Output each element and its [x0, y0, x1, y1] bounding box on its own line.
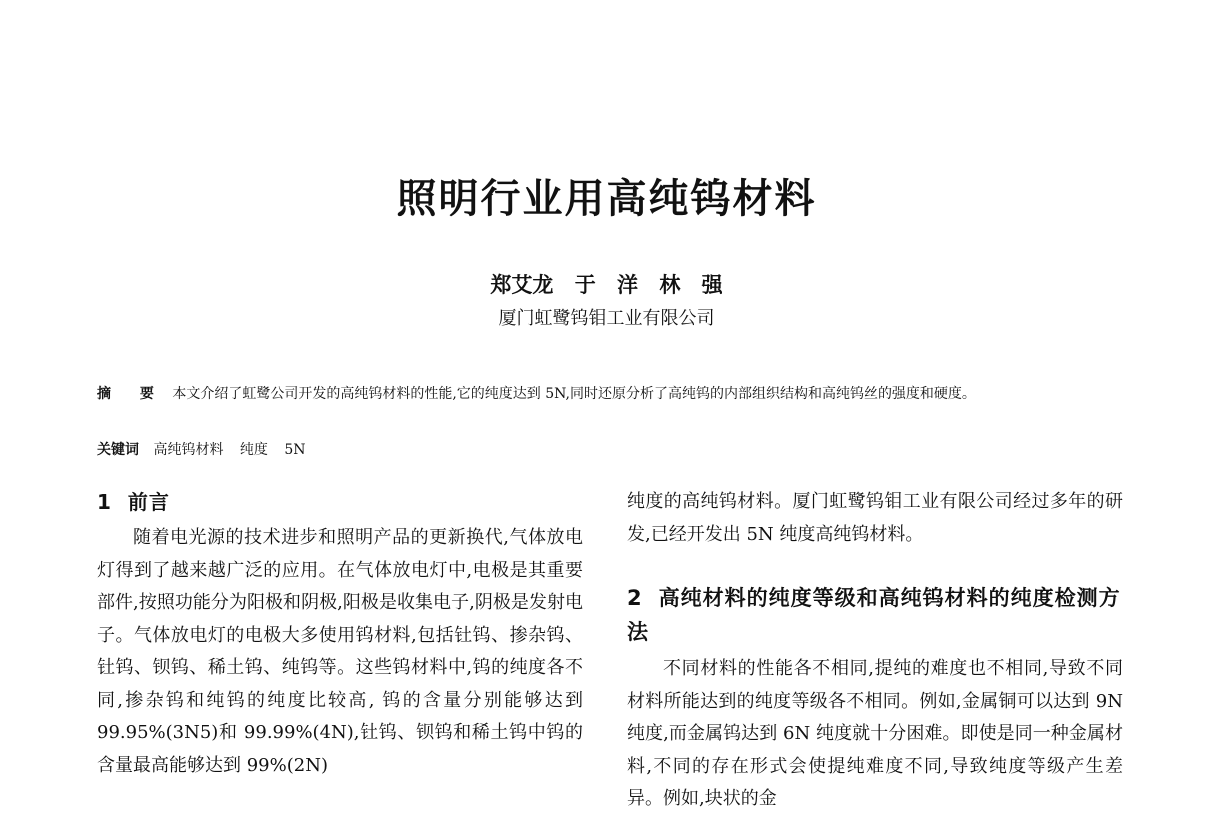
section-heading	[627, 581, 1123, 649]
author-name: 于 洋	[574, 273, 638, 297]
section-number: 1	[97, 490, 112, 514]
section-number: 2	[627, 586, 643, 610]
keyword: 纯度	[239, 442, 268, 458]
author-name: 林 强	[659, 273, 723, 297]
left-column	[97, 486, 583, 782]
keyword: 5N	[284, 442, 306, 458]
abstract	[97, 382, 1123, 406]
section-paragraph: 不同材料的性能各不相同,提纯的难度也不相同,导致不同材料所能达到的纯度等级各不相同。例如,金属铜可以达到 9N 纯度,而金属钨达到 6N 纯度就十分困难。即使是同一种金属材料,不同的存在形式会使提纯难度不同,导致纯度等级产生差异。例如,块状的金	[627, 658, 1123, 809]
section-paragraph: 随着电光源的技术进步和照明产品的更新换代,气体放电灯得到了越来越广泛的应用。在气体放电灯中,电极是其重要部件,按照功能分为阳极和阴极,阳极是收集电子,阴极是发射电子。气体放电灯的电极大多使用钨材料,包括钍钨、掺杂钨、钍钨、钡钨、稀土钨、纯钨等。这些钨材料中,钨的纯度各不同,掺杂钨和纯钨的纯度比较高, 钨的含量分别能够达到 99.95%(3N5)和 99.99%(4N),钍钨、钡钨和稀土钨中钨的含量最高能够达到 99%(2N)	[97, 527, 583, 776]
paper-title: 照明行业用高纯钨材料	[396, 176, 817, 222]
right-column	[627, 486, 1123, 816]
keywords-label: 关键词	[97, 442, 139, 458]
section-heading	[97, 486, 583, 518]
keywords	[97, 438, 1123, 462]
author-list	[0, 271, 1213, 299]
continued-paragraph: 纯度的高纯钨材料。厦门虹鹭钨钼工业有限公司经过多年的研发,已经开发出 5N 纯度高纯钨材料。	[627, 491, 1123, 545]
section-title: 高纯材料的纯度等级和高纯钨材料的纯度检测方法	[627, 586, 1121, 644]
keyword: 高纯钨材料	[153, 442, 224, 458]
abstract-text: 本文介绍了虹鹭公司开发的高纯钨材料的性能,它的纯度达到 5N,同时还原分析了高纯钨的内部组织结构和高纯钨丝的强度和硬度。	[172, 386, 976, 402]
author-name: 郑艾龙	[490, 273, 554, 297]
abstract-label: 摘 要	[97, 386, 166, 402]
section-title: 前言	[127, 490, 170, 514]
author-affiliation: 厦门虹鹭钨钼工业有限公司	[498, 308, 715, 329]
